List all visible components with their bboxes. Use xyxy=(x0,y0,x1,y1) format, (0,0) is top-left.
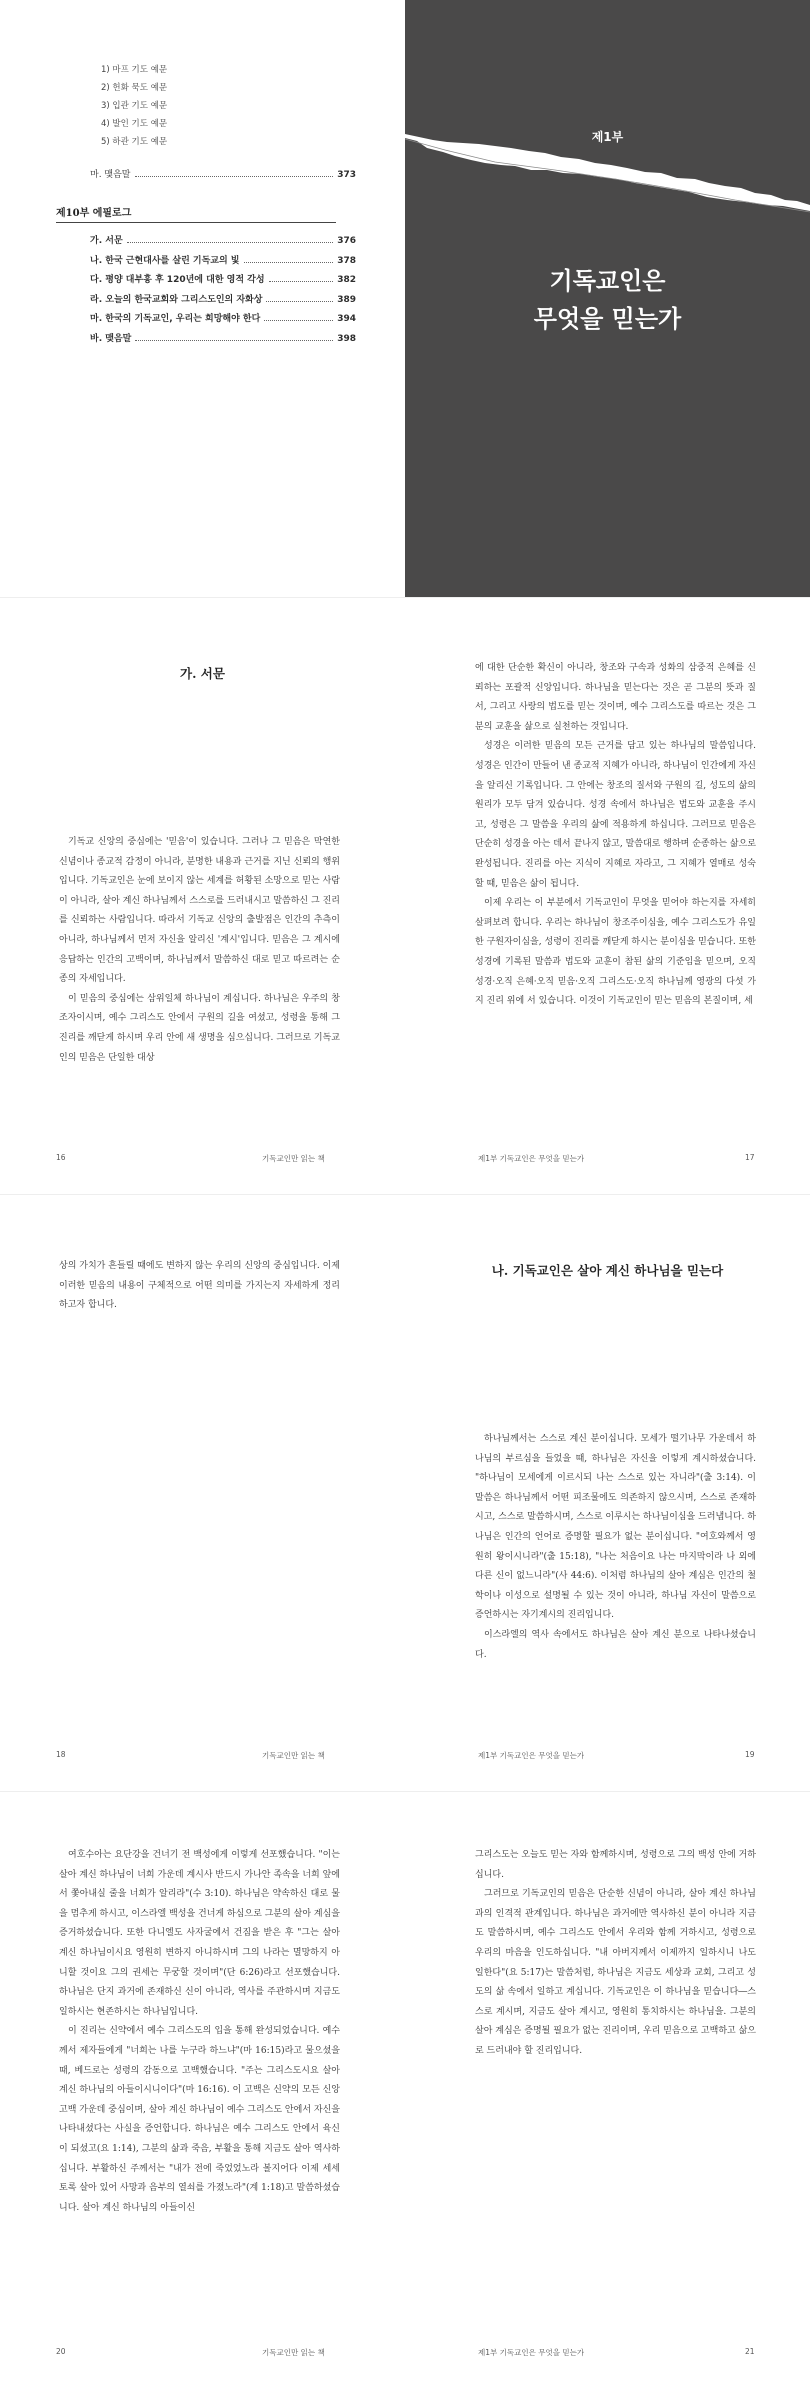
toc-entry-page: 389 xyxy=(337,294,356,305)
toc-entry-label: 라. 오늘의 한국교회와 그리스도인의 자화상 xyxy=(90,294,263,305)
toc-part-rule xyxy=(56,222,336,223)
toc-entry xyxy=(90,311,356,331)
running-title: 기독교인만 읽는 책 xyxy=(262,2348,325,2357)
paragraph: 이 진리는 신약에서 예수 그리스도의 입을 통해 완성되었습니다. 예수께서 제자들에게 "너희는 나를 누구라 하느냐"(마 16:15)라고 물으셨을 때, 베드로는 성령의 감동으로 고백했습니다. "주는 그리스도시요 살아 계신 하나님의 아들이시니이다"(마 16:16). 이 고백은 신약의 모든 신앙고백 가운데 중심이며, 살아 계신 하나님이 예수 그리스도 안에서 자신을 나타내셨다는 사실을 증언합니다. 하나님은 예수 그리스도 안에서 육신이 되셨고(요 1:14), 그분의 삶과 죽음, 부활을 통해 지금도 살아 역사하십니다. 부활하신 주께서는 "내가 전에 죽었었노라 볼지어다 이제 세세토록 살아 있어 사망과 음부의 열쇠를 가졌노라"(계 1:18)고 말씀하셨습니다. 살아 계신 하나님의 아들이신 xyxy=(59,2026,340,2213)
folio-number: 21 xyxy=(745,2347,755,2356)
toc-entry-page: 382 xyxy=(337,275,356,285)
folio-number: 18 xyxy=(56,1750,66,1759)
running-title: 기독교인만 읽는 책 xyxy=(262,1154,325,1163)
paragraph: 이스라엘의 역사 속에서도 하나님은 살아 계신 분으로 나타나셨습니다. xyxy=(475,1629,756,1660)
toc-entry-label: 바. 맺음말 xyxy=(90,333,132,344)
toc-entry xyxy=(90,292,356,312)
toc-leader-dots xyxy=(269,280,334,282)
paragraph: 에 대한 단순한 확신이 아니라, 창조와 구속과 성화의 삼중적 은혜를 신뢰하는 포괄적 신앙입니다. 하나님을 믿는다는 것은 곧 그분의 뜻과 질서, 그리고 사랑의 법도를 믿는 것이며, 예수 그리스도를 따르는 것은 그분의 교훈을 삶으로 실천하는 것입니다. xyxy=(475,663,756,732)
page-20 xyxy=(0,1791,405,2388)
part-cover-page xyxy=(405,0,810,597)
part-title-line: 무엇을 믿는가 xyxy=(533,305,682,333)
toc-entry-page: 373 xyxy=(337,170,356,180)
body-text xyxy=(59,1846,340,2218)
running-title: 제1부 기독교인은 무엇을 믿는가 xyxy=(478,1751,585,1760)
toc-entry-label: 다. 평양 대부흥 후 120년에 대한 영적 각성 xyxy=(90,275,265,285)
running-title: 제1부 기독교인은 무엇을 믿는가 xyxy=(478,2348,585,2357)
paragraph: 여호수아는 요단강을 건너기 전 백성에게 이렇게 선포했습니다. "이는 살아 계신 하나님이 너희 가운데 계시사 반드시 가나안 족속을 너희 앞에서 쫓아내실 줄을 너희가 알리라"(수 3:10). 하나님은 약속하신 대로 물을 멈추게 하시고, 이스라엘 백성을 건너게 하심으로 그분의 살아 계심을 증거하셨습니다. 또한 다니엘도 사자굴에서 건짐을 받은 후 "그는 살아 계신 하나님이시요 영원히 변하지 아니하시며 그의 나라는 멸망하지 아니할 것이요 그의 권세는 무궁할 것이며"(단 6:26)라고 선포했습니다. 하나님은 단지 과거에 존재하신 신이 아니라, 역사를 주관하시며 지금도 일하시는 현존하시는 하나님입니다. xyxy=(59,1850,340,2017)
page-17 xyxy=(405,597,810,1194)
toc-sub-item: 5) 하관 기도 예문 xyxy=(101,137,168,147)
paragraph: 이 믿음의 중심에는 삼위일체 하나님이 계십니다. 하나님은 우주의 창조자이시며, 예수 그리스도 안에서 구원의 길을 여셨고, 성령을 통해 그 진리를 깨닫게 하시며 우리 안에 새 생명을 심으십니다. 그러므로 기독교인의 믿음은 단일한 대상 xyxy=(59,993,340,1063)
toc-sub-item: 4) 발인 기도 예문 xyxy=(101,119,168,129)
body-text xyxy=(59,833,340,1068)
toc-entry-page: 398 xyxy=(337,333,356,344)
torn-paper-edge xyxy=(405,134,810,211)
toc-leader-dots xyxy=(244,261,334,263)
folio-number: 20 xyxy=(56,2347,66,2356)
paragraph: 하나님께서는 스스로 계신 분이십니다. 모세가 떨기나무 가운데서 하나님의 부르심을 들었을 때, 하나님은 자신을 이렇게 계시하셨습니다. "하나님이 모세에게 이르시되 나는 스스로 있는 자니라"(출 3:14). 이 말씀은 하나님께서 어떤 피조물에도 의존하지 않으시며, 스스로 존재하시고, 스스로 말씀하시며, 스스로 이루시는 하나님이심을 드러냅니다. 하나님은 인간의 언어로 증명할 필요가 없는 분이십니다. "여호와께서 영원히 왕이시니라"(출 15:18), "나는 처음이요 나는 마지막이라 나 외에 다른 신이 없느니라"(사 44:6). 이처럼 하나님의 살아 계심은 인간의 철학이나 이성으로 설명될 수 있는 것이 아니라, 하나님 자신이 말씀으로 증언하시는 자기계시의 진리입니다. xyxy=(475,1434,756,1621)
paragraph: 상의 가치가 흔들릴 때에도 변하지 않는 우리의 신앙의 중심입니다. 이제 이러한 믿음의 내용이 구체적으로 어떤 의미를 가지는지 자세하게 정리하고자 합니다. xyxy=(59,1261,340,1311)
section-heading: 가. 서문 xyxy=(180,666,225,681)
folio-number: 19 xyxy=(745,1750,755,1759)
toc-entry-page: 394 xyxy=(337,314,356,324)
body-text xyxy=(475,1846,756,2062)
paragraph: 성경은 이러한 믿음의 모든 근거를 담고 있는 하나님의 말씀입니다. 성경은 인간이 만들어 낸 종교적 지혜가 아니라, 하나님이 인간에게 자신을 알리신 기록입니다. 그 안에는 창조의 질서와 구원의 길, 성도의 삶의 원리가 모두 담겨 있습니다. 성경 속에서 하나님은 법도와 교훈을 주시고, 성령은 그 말씀을 우리의 삶에 적용하게 하십니다. 그러므로 믿음은 단순히 성경을 아는 데서 끝나지 않고, 말씀대로 행하며 순종하는 삶으로 완성됩니다. 진리를 아는 지식이 지혜로 자라고, 그 지혜가 열매로 성숙할 때, 믿음은 삶이 됩니다. xyxy=(475,741,756,889)
body-text xyxy=(59,1257,340,1316)
running-title: 기독교인만 읽는 책 xyxy=(262,1751,325,1760)
toc-leader-dots xyxy=(127,241,334,243)
part-title xyxy=(405,262,810,338)
toc-sub-list xyxy=(101,61,167,151)
toc-entry-page: 378 xyxy=(337,255,356,266)
paragraph: 이제 우리는 이 부분에서 기독교인이 무엇을 믿어야 하는지를 자세히 살펴보려 합니다. 우리는 하나님이 창조주이심을, 예수 그리스도가 유일한 구원자이심을, 성령이 진리를 깨닫게 하시는 분이심을 믿습니다. 또한 성경에 기록된 말씀과 법도와 교훈이 참된 삶의 기준임을 믿으며, 오직 성경·오직 은혜·오직 믿음·오직 그리스도·오직 하나님께 영광의 다섯 가지 진리 위에 서 있습니다. 이것이 기독교인이 믿는 믿음의 본질이며, 세 xyxy=(475,898,756,1007)
page-21 xyxy=(405,1791,810,2388)
section-heading: 나. 기독교인은 살아 계신 하나님을 믿는다 xyxy=(491,1263,724,1278)
toc-part-title: 제10부 에필로그 xyxy=(56,208,132,219)
folio-number: 17 xyxy=(745,1153,755,1162)
part-label: 제1부 xyxy=(591,130,624,144)
toc-sub-item: 3) 입관 기도 예문 xyxy=(101,101,168,111)
toc-leader-dots xyxy=(135,175,334,177)
toc-sub-item: 1) 마프 기도 예문 xyxy=(101,65,168,75)
part-title-line: 기독교인은 xyxy=(549,267,666,295)
page-16 xyxy=(0,597,405,1194)
toc-entry-label: 가. 서문 xyxy=(90,236,123,246)
toc-entry xyxy=(90,331,356,351)
body-text xyxy=(475,1430,756,1665)
paragraph: 그리스도는 오늘도 믿는 자와 함께하시며, 성령으로 그의 백성 안에 거하십니다. xyxy=(475,1850,756,1880)
folio-number: 16 xyxy=(56,1153,66,1162)
page-19 xyxy=(405,1194,810,1791)
toc-sub-item: 2) 헌화 묵도 예문 xyxy=(101,83,168,93)
toc-entry-page: 376 xyxy=(337,236,356,246)
toc-entry xyxy=(90,167,356,180)
running-title: 제1부 기독교인은 무엇을 믿는가 xyxy=(478,1154,585,1163)
toc-entry xyxy=(90,272,356,292)
page-18 xyxy=(0,1194,405,1791)
toc-leader-dots xyxy=(266,300,333,302)
toc-entry-label: 나. 한국 근현대사를 살린 기독교의 빛 xyxy=(90,255,240,266)
paragraph: 그러므로 기독교인의 믿음은 단순한 신념이 아니라, 살아 계신 하나님과의 인격적 관계입니다. 하나님은 과거에만 역사하신 분이 아니라 지금도 말씀하시며, 예수 그리스도 안에서 우리와 함께 거하시고, 성령으로 우리의 마음을 인도하십니다. "내 아버지께서 이제까지 일하시니 나도 일한다"(요 5:17)는 말씀처럼, 하나님은 지금도 세상과 교회, 그리고 성도의 삶 속에서 일하고 계십니다. 기독교인은 이 하나님을 믿습니다―스스로 계시며, 지금도 살아 계시고, 영원히 통치하시는 하나님을. 그분의 살아 계심은 증명될 필요가 없는 진리이며, 우리 믿음으로 고백하고 삶으로 드러내야 할 진리입니다. xyxy=(475,1889,756,2056)
toc-entry-label: 마. 한국의 기독교인, 우리는 희망해야 한다 xyxy=(90,314,261,324)
toc-leader-dots xyxy=(135,339,333,341)
toc-entry xyxy=(90,253,356,273)
toc-entry-list xyxy=(90,233,356,350)
toc-entry-label: 마. 맺음말 xyxy=(90,170,131,180)
toc-page xyxy=(0,0,405,597)
body-text xyxy=(475,659,756,1012)
toc-entry xyxy=(90,233,356,253)
paragraph: 기독교 신앙의 중심에는 '믿음'이 있습니다. 그러나 그 믿음은 막연한 신념이나 종교적 감정이 아니라, 분명한 내용과 근거를 지닌 신뢰의 행위입니다. 기독교인은 눈에 보이지 않는 세계를 허황된 소망으로 믿는 사람이 아니라, 살아 계신 하나님께서 스스로를 드러내시고 말씀하신 그 진리를 신뢰하는 사람입니다. 따라서 기독교 신앙의 출발점은 인간의 추측이 아니라, 하나님께서 먼저 자신을 알리신 '계시'입니다. 믿음은 그 계시에 응답하는 인간의 고백이며, 하나님께서 말씀하신 대로 믿고 따르려는 순종의 자세입니다. xyxy=(59,837,340,985)
toc-leader-dots xyxy=(264,319,333,321)
